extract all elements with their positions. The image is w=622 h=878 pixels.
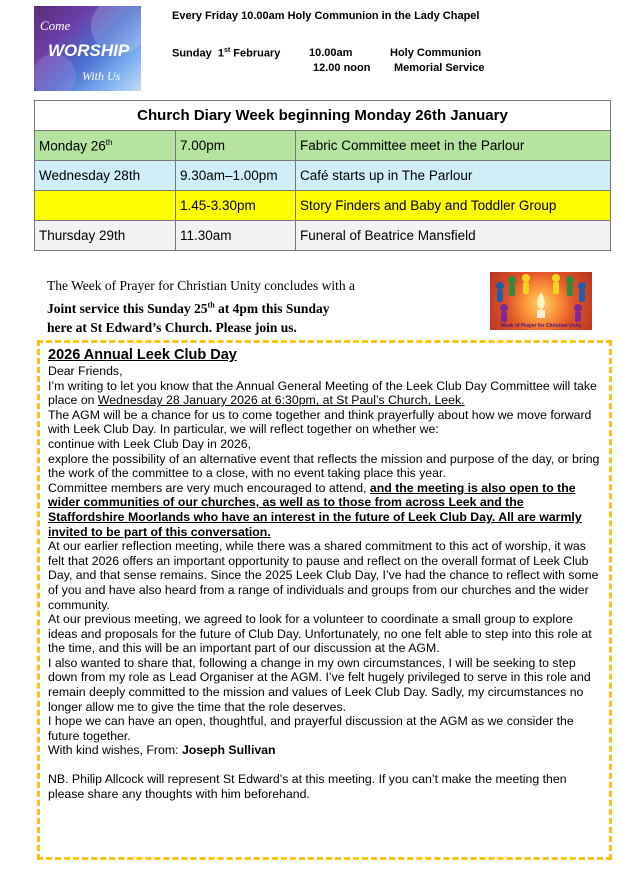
- club-nb-note: NB. Philip Allcock will represent St Edward’s at this meeting. If you can’t make the meeting then please share any thoughts with him beforehand.: [48, 772, 567, 801]
- come-worship-logo: [34, 6, 141, 91]
- diary-day: Wednesday 28th: [35, 161, 176, 191]
- diary-day: Thursday 29th: [35, 221, 176, 251]
- logo-line3: With Us: [82, 69, 121, 83]
- prayer-image-caption: Week of Prayer for Christian Unity: [500, 323, 582, 329]
- people-circle-icon: [490, 272, 592, 324]
- prayer-unity-image: [490, 272, 592, 330]
- diary-row: [35, 161, 611, 191]
- club-paragraph: At our previous meeting, we agreed to look for a volunteer to coordinate a small group to explore ideas and proposals for the future of Club Day. Unfortunately, no one felt able to step into this role at the time, and this will be an important part of our discussion at the AGM.: [48, 612, 592, 656]
- friday-service: Every Friday 10.00am Holy Communion in the Lady Chapel: [172, 10, 480, 22]
- diary-row: [35, 221, 611, 251]
- diary-title-row: [35, 101, 611, 131]
- sunday-service-line1: Sunday 1st February: [172, 47, 281, 60]
- diary-time: 9.30am–1.00pm: [176, 161, 296, 191]
- sunday-time1: 10.00am: [309, 47, 353, 59]
- sunday-time2: 12.00 noon: [313, 62, 371, 74]
- diary-title: Church Diary Week beginning Monday 26th January: [35, 101, 611, 131]
- club-paragraph: The AGM will be a chance for us to come together and think prayerfully about how we move forward with Leek Club Day. In particular, we will reflect together on whether we:: [48, 407, 592, 437]
- prayer-line2: Joint service this Sunday 25th at 4pm this Sunday: [47, 300, 330, 316]
- sunday-service2: Memorial Service: [394, 62, 485, 74]
- diary-time: 1.45-3.30pm: [176, 191, 296, 221]
- diary-row: [35, 191, 611, 221]
- club-paragraph: continue with Leek Club Day in 2026,: [48, 436, 252, 451]
- club-paragraph: At our earlier reflection meeting, while there was a shared commitment to this act of worship, it was felt that 2026 offers an important opportunity to pause and reflect on the overall format of Leek Club Day, and that sense remains. Since the 2025 Leek Club Day, I’ve had the chance to reflect with some of you and have also heard from a range of individuals and groups from our churches and the wider community.: [48, 539, 599, 612]
- diary-event: Funeral of Beatrice Mansfield: [296, 221, 611, 251]
- prayer-line3: here at St Edward’s Church. Please join us.: [47, 319, 297, 335]
- logo-line1: Come: [40, 18, 71, 33]
- leek-club-day-box: [37, 340, 612, 860]
- club-signoff: With kind wishes, From: Joseph Sullivan: [48, 743, 276, 758]
- diary-row: [35, 131, 611, 161]
- sunday-service1: Holy Communion: [390, 47, 482, 59]
- club-paragraph: I’m writing to let you know that the Annual General Meeting of the Leek Club Day Committee will take place on Wednesday 28 January 2026 at 6:30pm, at St Paul’s Church, Leek.: [48, 378, 597, 408]
- diary-time: 11.30am: [176, 221, 296, 251]
- prayer-line1: The Week of Prayer for Christian Unity concludes with a: [47, 278, 355, 293]
- club-paragraph: I hope we can have an open, thoughtful, and prayerful discussion at the AGM as we consider the future together.: [48, 714, 574, 743]
- prayer-week-notice: [47, 276, 467, 337]
- logo-line2: WORSHIP: [48, 41, 130, 60]
- club-paragraph: I also wanted to share that, following a change in my own circumstances, I will be seeking to step down from my role as Lead Organiser at the AGM. I’ve felt hugely privileged to serve in this role and remain deeply committed to the mission and values of Leek Club Day. Sadly, my circumstances no longer allow me to give the time that the role deserves.: [48, 655, 591, 714]
- diary-time: 7.00pm: [176, 131, 296, 161]
- diary-day: Monday 26th: [35, 131, 176, 161]
- club-greeting: Dear Friends,: [48, 364, 123, 378]
- club-paragraph: explore the possibility of an alternative event that reflects the mission and purpose of the day, or bring the work of the committee to a close, with no event taking place this year.: [48, 451, 600, 481]
- diary-event: Café starts up in The Parlour: [296, 161, 611, 191]
- logo-artwork: [34, 6, 141, 91]
- diary-day: [35, 191, 176, 221]
- diary-event: Fabric Committee meet in the Parlour: [296, 131, 611, 161]
- club-day-heading: 2026 Annual Leek Club Day: [48, 347, 237, 363]
- diary-event: Story Finders and Baby and Toddler Group: [296, 191, 611, 221]
- club-paragraph: Committee members are very much encouraged to attend, and the meeting is also open to the wider communities of our churches, as well as to those from across Leek and the Staffordshire Moorlands who have an interest in the future of Leek Club Day. All are warmly invited to be part of this conversation.: [48, 480, 582, 539]
- church-diary-table: [34, 100, 611, 251]
